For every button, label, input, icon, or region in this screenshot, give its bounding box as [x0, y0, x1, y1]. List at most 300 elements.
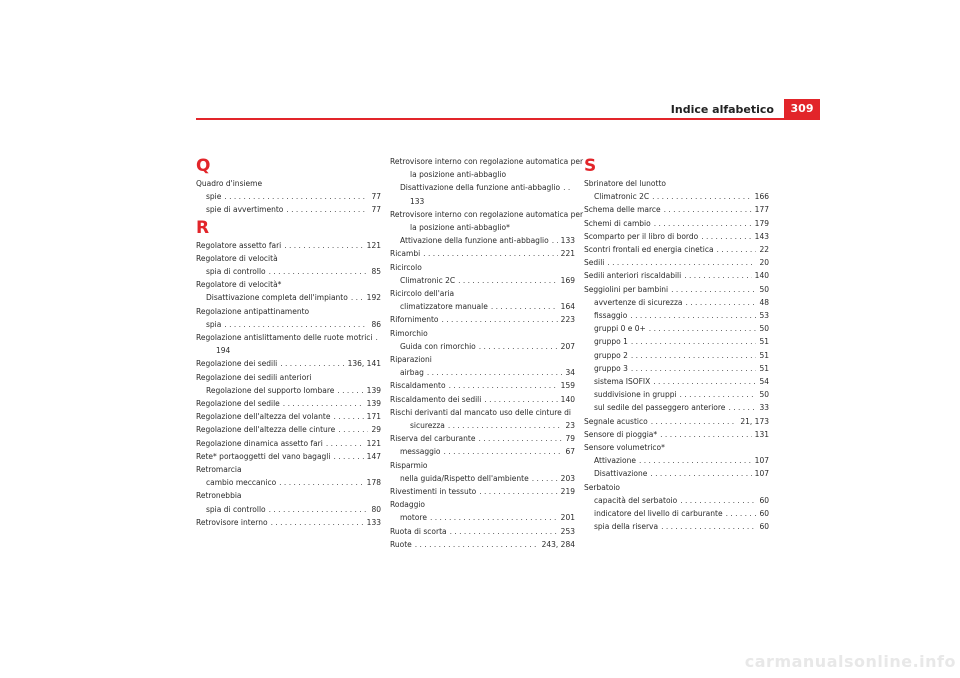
- entry-label: Schemi di cambio: [584, 218, 651, 228]
- index-line: [584, 230, 769, 243]
- entry-label: Scontri frontali ed energia cinetica: [584, 245, 714, 255]
- entry-label: messaggio: [400, 447, 441, 457]
- entry-label: Rifornimento: [390, 315, 439, 325]
- index-entry: [196, 489, 381, 515]
- entry-label: Regolazione del sedile: [196, 399, 280, 409]
- page-ref: 51: [759, 337, 769, 347]
- leader-dots: [652, 190, 752, 203]
- leader-dots: [224, 190, 368, 203]
- index-entry: [196, 463, 381, 489]
- index-entry: [196, 410, 381, 423]
- entry-label: Ruota di scorta: [390, 526, 447, 536]
- page-ref: 54: [759, 377, 769, 387]
- entry-label: Ricambi: [390, 249, 421, 259]
- index-line: [390, 313, 575, 326]
- leader-dots: [684, 269, 751, 282]
- index-line: [390, 393, 575, 406]
- leader-dots: [423, 247, 558, 260]
- index-entry: [390, 155, 584, 208]
- entry-label: fissaggio: [594, 311, 628, 321]
- page-ref: 201: [560, 513, 575, 523]
- page-ref: 179: [754, 218, 769, 228]
- entry-label: Regolatore assetto fari: [196, 240, 282, 250]
- leader-dots: [351, 291, 364, 304]
- sub-entry: [584, 296, 769, 309]
- index-entry: [390, 432, 575, 458]
- index-entry: [196, 177, 381, 217]
- leader-dots: [649, 322, 757, 335]
- page-ref: 136, 141: [347, 359, 381, 369]
- index-line: [584, 428, 769, 441]
- index-entry: [390, 287, 575, 313]
- page-ref: 223: [560, 315, 575, 325]
- index-line: [584, 243, 769, 256]
- page-ref: 60: [759, 509, 769, 519]
- entry-label: capacità del serbatoio: [594, 495, 678, 505]
- sub-entry: [584, 454, 769, 467]
- index-entry: [196, 278, 381, 304]
- entry-label: Segnale acustico: [584, 416, 648, 426]
- entry-heading: Retrovisore interno con regolazione automatica per: [390, 157, 584, 166]
- index-entry: [196, 450, 381, 463]
- entry-label: Disattivazione della funzione anti-abbaglio: [400, 183, 561, 193]
- index-line: [196, 516, 381, 529]
- entry-label: spia della riserva: [594, 522, 659, 532]
- leader-dots: [654, 217, 752, 230]
- page-ref: 171: [366, 412, 381, 422]
- page-ref: 51: [759, 350, 769, 360]
- page-ref: 23: [565, 421, 575, 431]
- page-ref: 80: [371, 504, 381, 514]
- entry-label: spie di avvertimento: [206, 205, 284, 215]
- leader-dots: [449, 379, 558, 392]
- index-entry: [584, 230, 769, 243]
- index-entry: [584, 415, 769, 428]
- page-ref: 178: [366, 478, 381, 488]
- sub-entry: [390, 234, 575, 247]
- page-ref: 85: [371, 267, 381, 277]
- leader-dots: [728, 401, 756, 414]
- leader-dots: [484, 393, 557, 406]
- page-ref: 253: [560, 526, 575, 536]
- index-entry: [390, 327, 575, 353]
- page-ref: 140: [560, 394, 575, 404]
- leader-dots: [664, 203, 752, 216]
- leader-dots: [284, 239, 363, 252]
- sub-entry: [196, 384, 381, 397]
- leader-dots: [458, 274, 558, 287]
- entry-label: Regolazione dell'altezza delle cinture: [196, 425, 336, 435]
- index-line: [584, 256, 769, 269]
- entry-label: Retrovisore interno: [196, 517, 268, 527]
- index-column-1: [196, 155, 381, 529]
- page-ref: 77: [371, 192, 381, 202]
- page-ref: 133: [366, 517, 381, 527]
- entry-label: Riserva del carburante: [390, 434, 476, 444]
- index-line: [196, 239, 381, 252]
- entry-label: Scomparto per il libro di bordo: [584, 231, 699, 241]
- entry-label: nella guida/Rispetto dell'ambiente: [400, 473, 529, 483]
- leader-dots: [650, 467, 751, 480]
- page-number-badge: 309: [784, 99, 820, 119]
- sub-entry: [584, 335, 769, 348]
- sub-entry: [390, 445, 575, 458]
- entry-heading: Regolazione antipattinamento: [196, 306, 310, 316]
- leader-dots: [286, 203, 368, 216]
- sub-entry: [196, 203, 381, 216]
- entry-heading: Risparmio: [390, 460, 428, 470]
- sub-entry: [390, 419, 575, 432]
- entry-label: gruppo 2: [594, 350, 628, 360]
- sub-entry: [584, 467, 769, 480]
- page-ref: 53: [759, 311, 769, 321]
- entry-heading: Regolazione dei sedili anteriori: [196, 372, 312, 382]
- page-title: Indice alfabetico: [670, 103, 774, 116]
- page-ref: 147: [366, 451, 381, 461]
- page-ref: 166: [754, 192, 769, 202]
- entry-heading: Riparazioni: [390, 355, 432, 365]
- leader-dots: [280, 357, 344, 370]
- leader-dots: [448, 419, 563, 432]
- leader-dots: [479, 485, 557, 498]
- leader-dots: [661, 520, 756, 533]
- entry-label: Disattivazione: [594, 469, 648, 479]
- index-line: [196, 410, 381, 423]
- index-entry: [196, 371, 381, 397]
- page-ref: 140: [754, 271, 769, 281]
- entry-label: cambio meccanico: [206, 478, 277, 488]
- sub-entry: [390, 472, 575, 485]
- index-entry: [196, 423, 381, 436]
- sub-entry: [584, 401, 769, 414]
- leader-dots: [631, 349, 757, 362]
- index-entry: [390, 459, 575, 485]
- sub-entry: [390, 340, 575, 353]
- index-entry: [390, 353, 575, 379]
- page-ref: 29: [371, 425, 381, 435]
- index-line: [390, 525, 575, 538]
- index-line: [196, 331, 381, 344]
- leader-dots: [680, 494, 756, 507]
- leader-dots: [607, 256, 756, 269]
- index-entry: [196, 437, 381, 450]
- entry-label: Disattivazione completa dell'impianto: [206, 293, 348, 303]
- page-ref: 107: [754, 469, 769, 479]
- index-entry: [196, 239, 381, 252]
- index-entry: [390, 261, 575, 287]
- page-ref: 192: [366, 293, 381, 303]
- leader-dots: [283, 397, 364, 410]
- index-entry: [196, 331, 381, 357]
- index-entry: [196, 357, 381, 370]
- index-entry: [390, 525, 575, 538]
- page-ref-overflow: 133: [410, 196, 425, 206]
- index-entry: [196, 397, 381, 410]
- page-ref: 139: [366, 385, 381, 395]
- index-line: [584, 217, 769, 230]
- entry-label: spia: [206, 319, 222, 329]
- index-entry: [196, 252, 381, 278]
- section-letter: S: [584, 156, 597, 176]
- sub-entry: [584, 349, 769, 362]
- index-column-3: [584, 155, 769, 533]
- page-ref: 50: [759, 390, 769, 400]
- index-entry: [196, 305, 381, 331]
- index-entry: [390, 538, 575, 551]
- index-entry: [584, 256, 769, 269]
- sub-entry: [584, 507, 769, 520]
- index-entry: [196, 516, 381, 529]
- entry-label: gruppo 1: [594, 337, 628, 347]
- index-line: [196, 397, 381, 410]
- index-entry: [584, 177, 769, 203]
- entry-heading: Quadro d'insieme: [196, 179, 263, 188]
- page-ref: 86: [371, 319, 381, 329]
- index-line: [584, 269, 769, 282]
- index-entry: [584, 441, 769, 481]
- entry-label: avvertenze di sicurezza: [594, 297, 683, 307]
- page-ref: 131: [754, 429, 769, 439]
- index-entry: [390, 247, 575, 260]
- watermark-logo: carmanualsonline.info: [744, 652, 956, 671]
- index-line: [584, 203, 769, 216]
- index-line: [390, 538, 575, 551]
- sub-entry: [196, 265, 381, 278]
- index-entry: [390, 208, 584, 248]
- sub-entry: [196, 291, 381, 304]
- page-ref: 22: [759, 245, 769, 255]
- leader-dots: [337, 384, 363, 397]
- page-ref: 143: [754, 231, 769, 241]
- entry-heading: Sbrinatore del lunotto: [584, 179, 666, 188]
- leader-dots: [279, 476, 364, 489]
- index-entry: [584, 243, 769, 256]
- entry-label: Regolazione dei sedili: [196, 359, 278, 369]
- page-ref: 79: [565, 434, 575, 444]
- page-ref: 50: [759, 324, 769, 334]
- page-ref: 164: [560, 302, 575, 312]
- page-ref: 219: [560, 487, 575, 497]
- page-ref: 107: [754, 456, 769, 466]
- entry-heading: Regolatore di velocità: [196, 253, 278, 263]
- index-line: [196, 357, 381, 370]
- leader-dots: [651, 415, 738, 428]
- entry-label: Regolazione del supporto lombare: [206, 385, 335, 395]
- index-line: [390, 485, 575, 498]
- index-line: [390, 247, 575, 260]
- entry-label: Attivazione della funzione anti-abbaglio: [400, 236, 549, 246]
- entry-label: Attivazione: [594, 456, 636, 466]
- index-line: [584, 283, 769, 296]
- entry-heading: Rodaggio: [390, 500, 426, 510]
- leader-dots: [269, 503, 369, 516]
- sub-entry: [390, 300, 575, 313]
- entry-heading: Rimorchio: [390, 328, 428, 338]
- leader-dots: [271, 516, 364, 529]
- page-ref: 169: [560, 275, 575, 285]
- sub-entry: [196, 476, 381, 489]
- entry-label: Rivestimenti in tessuto: [390, 487, 477, 497]
- leader-dots: [450, 525, 558, 538]
- entry-heading: Ricircolo: [390, 262, 422, 272]
- page-ref: 159: [560, 381, 575, 391]
- entry-label: Rete* portaoggetti del vano bagagli: [196, 451, 331, 461]
- leader-dots: [686, 296, 757, 309]
- sub-entry: [584, 375, 769, 388]
- index-entry: [390, 379, 575, 392]
- leader-dots: [444, 445, 563, 458]
- leader-dots: [671, 283, 756, 296]
- page-ref: 77: [371, 205, 381, 215]
- leader-dots: [552, 234, 558, 247]
- entry-continuation: la posizione anti-abbaglio*: [410, 223, 510, 233]
- sub-entry: [584, 309, 769, 322]
- page-ref: 121: [366, 240, 381, 250]
- entry-label: gruppi 0 e 0+: [594, 324, 646, 334]
- index-entry: [584, 203, 769, 216]
- entry-label: sicurezza: [410, 421, 445, 431]
- leader-dots: [479, 340, 558, 353]
- leader-dots: [427, 366, 563, 379]
- entry-heading: Retronebbia: [196, 491, 242, 501]
- index-entry: [390, 498, 575, 524]
- sub-entry: [196, 318, 381, 331]
- leader-dots: [224, 318, 368, 331]
- leader-dots: [442, 313, 558, 326]
- entry-heading: Regolatore di velocità*: [196, 280, 282, 290]
- entry-label: indicatore del livello di carburante: [594, 509, 723, 519]
- entry-heading: Retromarcia: [196, 465, 242, 475]
- entry-heading: Sensore volumetrico*: [584, 443, 665, 453]
- leader-dots: [726, 507, 757, 520]
- header-rule: [196, 118, 820, 120]
- page-ref: 121: [366, 438, 381, 448]
- sub-entry: [584, 494, 769, 507]
- sub-entry: [390, 181, 575, 194]
- page-ref: 20: [759, 258, 769, 268]
- leader-dots: [430, 511, 558, 524]
- leader-dots: [415, 538, 539, 551]
- leader-dots: [630, 309, 756, 322]
- leader-dots: [639, 454, 752, 467]
- page-ref: 67: [565, 447, 575, 457]
- page-ref: 51: [759, 363, 769, 373]
- index-entry: [584, 269, 769, 282]
- leader-dots: [269, 265, 369, 278]
- leader-dots: [491, 300, 558, 313]
- entry-heading: Retrovisore interno con regolazione automatica per: [390, 209, 584, 219]
- entry-label: airbag: [400, 368, 424, 378]
- entry-label: sul sedile del passeggero anteriore: [594, 403, 726, 413]
- sub-entry: [584, 520, 769, 533]
- page-ref: 48: [759, 297, 769, 307]
- index-line: [390, 432, 575, 445]
- sub-entry: [584, 322, 769, 335]
- entry-label: Regolazione dinamica assetto fari: [196, 438, 323, 448]
- leader-dots: [701, 230, 751, 243]
- page-ref: 243, 284: [541, 539, 575, 549]
- sub-entry: [390, 274, 575, 287]
- sub-entry: [390, 366, 575, 379]
- sub-entry: [196, 190, 381, 203]
- page-ref: 60: [759, 495, 769, 505]
- page-ref: 139: [366, 399, 381, 409]
- entry-heading: Serbatoio: [584, 482, 621, 492]
- index-line: [390, 379, 575, 392]
- section-letter: Q: [196, 156, 211, 176]
- index-line: [196, 437, 381, 450]
- index-entry: [390, 393, 575, 406]
- index-entry: [390, 485, 575, 498]
- page-ref-overflow: 194: [216, 346, 231, 356]
- leader-dots: [333, 410, 363, 423]
- sub-entry: [584, 362, 769, 375]
- index-entry: [584, 428, 769, 441]
- entry-label: Riscaldamento dei sedili: [390, 394, 482, 404]
- entry-label: motore: [400, 513, 427, 523]
- entry-label: spie: [206, 192, 222, 202]
- index-line: [584, 415, 769, 428]
- entry-label: Guida con rimorchio: [400, 341, 476, 351]
- sub-entry: [584, 190, 769, 203]
- entry-label: spia di controllo: [206, 504, 266, 514]
- leader-dots: [532, 472, 558, 485]
- index-entry: [584, 217, 769, 230]
- index-entry: [584, 481, 769, 534]
- leader-dots: [326, 437, 364, 450]
- page-ref: 60: [759, 522, 769, 532]
- leader-dots: [660, 428, 752, 441]
- leader-dots: [478, 432, 562, 445]
- entry-label: climatizzatore manuale: [400, 302, 488, 312]
- leader-dots: [653, 375, 756, 388]
- entry-label: sistema ISOFIX: [594, 377, 651, 387]
- entry-label: suddivisione in gruppi: [594, 390, 677, 400]
- entry-label: Sedili anteriori riscaldabili: [584, 271, 682, 281]
- page-ref: 33: [759, 403, 769, 413]
- leader-dots: [376, 331, 378, 344]
- entry-label: Climatronic 2C: [400, 275, 456, 285]
- entry-label: spia di controllo: [206, 267, 266, 277]
- entry-label: Sensore di pioggia*: [584, 429, 658, 439]
- entry-label: gruppo 3: [594, 363, 628, 373]
- page-ref: 221: [560, 249, 575, 259]
- entry-label: Climatronic 2C: [594, 192, 650, 202]
- page-ref: 177: [754, 205, 769, 215]
- page-ref: 21, 173: [740, 416, 769, 426]
- entry-continuation: la posizione anti-abbaglio: [410, 170, 507, 180]
- page-ref: 203: [560, 473, 575, 483]
- sub-entry: [390, 511, 575, 524]
- index-line: [196, 423, 381, 436]
- leader-dots: [680, 388, 757, 401]
- page-ref: 34: [565, 368, 575, 378]
- entry-label: Sedili: [584, 258, 605, 268]
- entry-label: Regolazione antislittamento delle ruote motrici: [196, 333, 373, 343]
- leader-dots: [338, 423, 368, 436]
- entry-label: Ruote: [390, 539, 412, 549]
- entry-label: Schema delle marce: [584, 205, 661, 215]
- section-letter: R: [196, 217, 210, 238]
- leader-dots: [563, 181, 572, 194]
- leader-dots: [631, 335, 757, 348]
- page-ref: 133: [560, 236, 575, 246]
- index-entry: [390, 313, 575, 326]
- index-entry: [584, 283, 769, 415]
- page-ref: 207: [560, 341, 575, 351]
- entry-heading: Ricircolo dell'aria: [390, 289, 455, 299]
- entry-label: Riscaldamento: [390, 381, 446, 391]
